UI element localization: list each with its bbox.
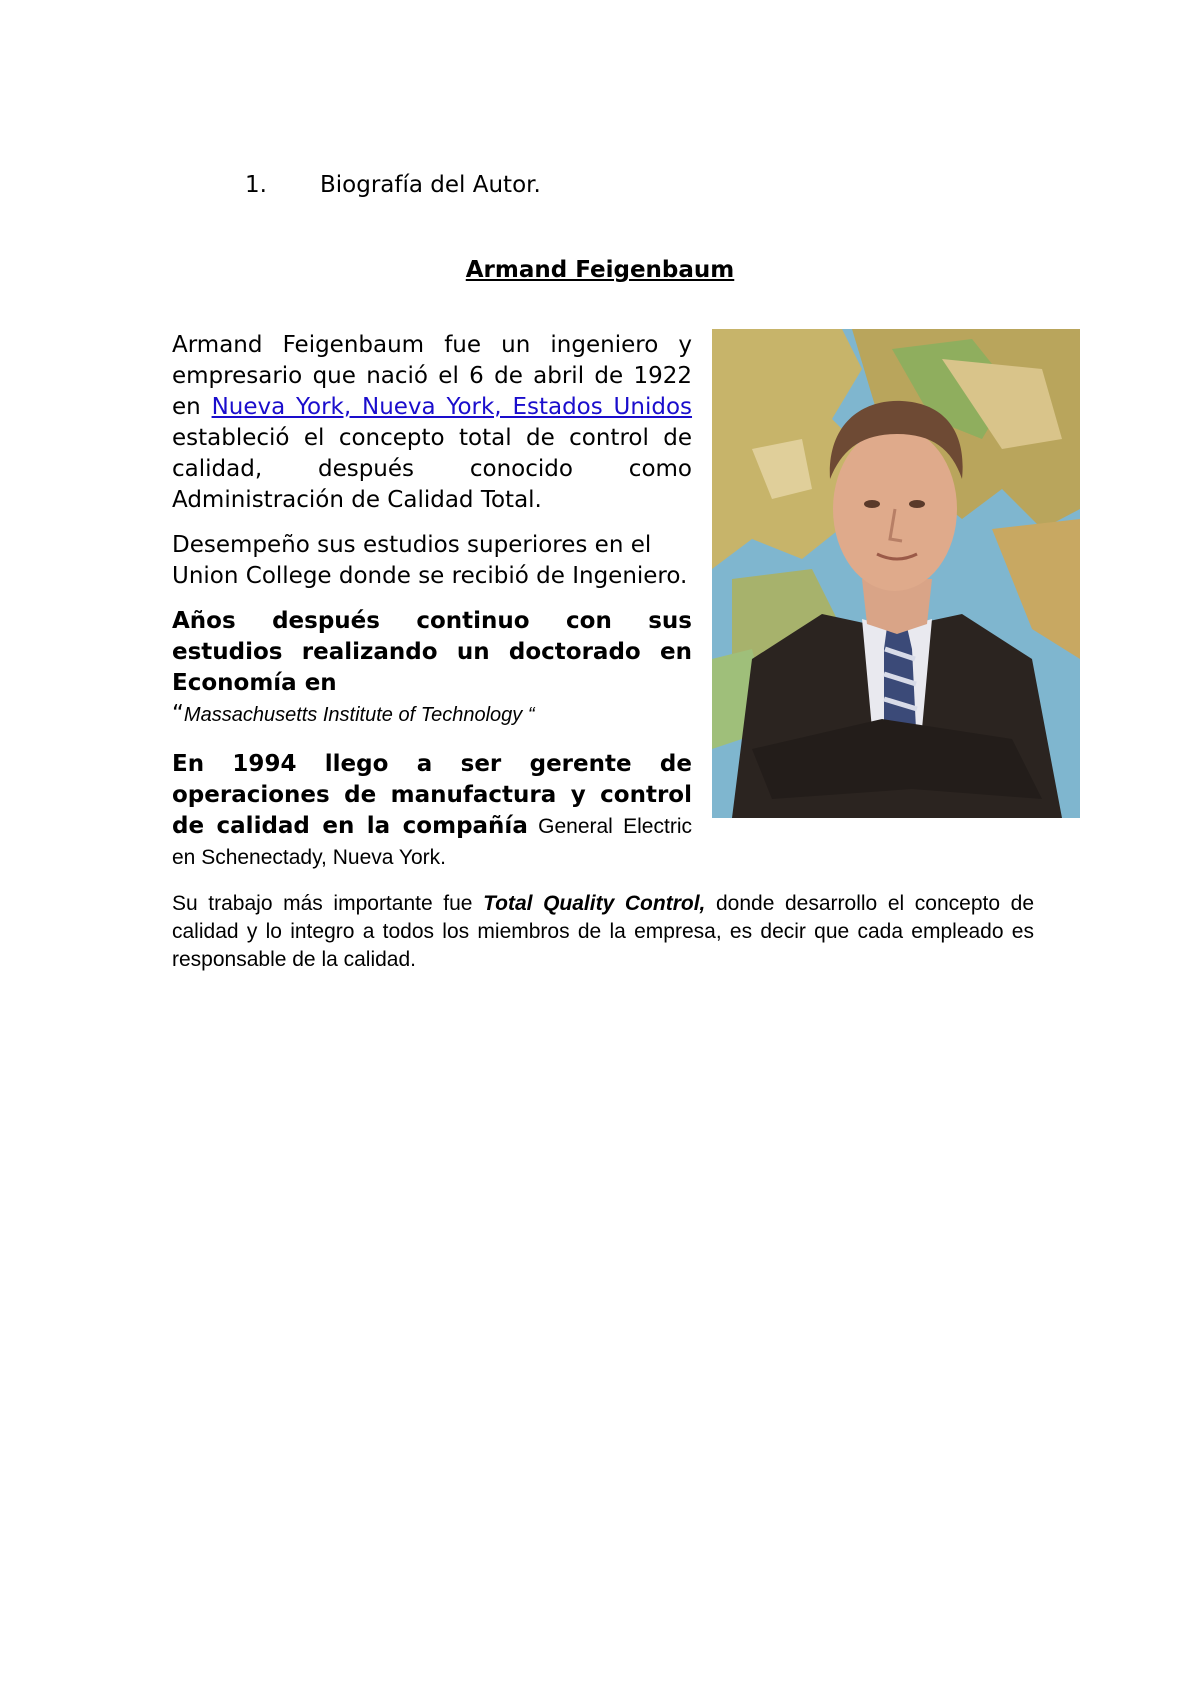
quote-close: “ [527, 704, 535, 726]
section-heading [245, 170, 541, 200]
paragraph-birth-text-end: estableció el concepto total de control de calidad, después conocido como Administración de Calidad Total. [172, 425, 692, 513]
closing-text-start: Su trabajo más importante fue [172, 892, 484, 915]
paragraph-doctorate-text: Años después continuo con sus estudios realizando un doctorado en Economía en [172, 608, 692, 696]
paragraph-career-bold: En 1994 llego a ser gerente de operaciones de manufactura y control de calidad en la compañía [172, 751, 692, 839]
section-number: 1. [245, 172, 267, 198]
paragraph-career [172, 749, 692, 873]
author-portrait [712, 329, 1080, 818]
closing-emphasis: Total Quality Control, [483, 892, 706, 915]
paragraph-birth [172, 330, 692, 516]
institute-name: Massachusetts Institute of Technology [183, 704, 528, 726]
birthplace-link[interactable]: Nueva York, Nueva York, Estados Unidos [211, 394, 693, 420]
page-title: Armand Feigenbaum [465, 257, 735, 283]
paragraph-birth-text-start: Armand Feigenbaum fue un ingeniero y empresario que nació el 6 de abril de 1922 en [172, 332, 692, 420]
biography-column [172, 330, 692, 873]
section-label: Biografía del Autor. [320, 172, 541, 198]
closing-paragraph [172, 890, 1034, 974]
paragraph-studies: Desempeño sus estudios superiores en el Union College donde se recibió de Ingeniero. [172, 532, 688, 589]
portrait-illustration [712, 329, 1080, 818]
closing-text-end: donde desarrollo el concepto de calidad y lo integro a todos los miembros de la empresa, es decir que cada empleado es responsable de la calidad. [172, 892, 1035, 971]
paragraph-doctorate [172, 606, 692, 731]
quote-open: “ [172, 701, 184, 727]
paragraph-career-plain: General Electric en Schenectady, Nueva York. [172, 815, 692, 869]
